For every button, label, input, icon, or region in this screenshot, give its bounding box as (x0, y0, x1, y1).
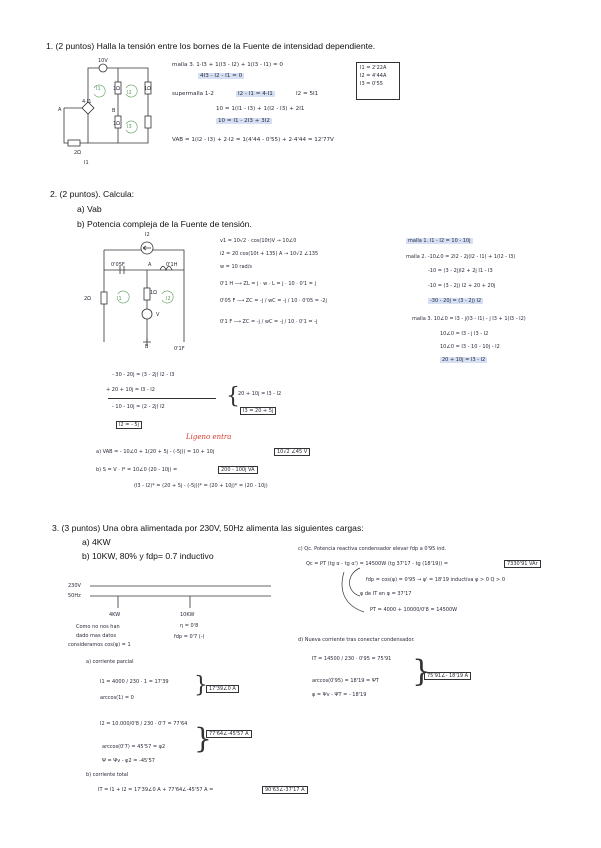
p2-m2: i2 = 20 cos(10t + 135) A → 10√2 ∠135 (220, 251, 319, 257)
problem-1-title: 1. (2 puntos) Halla la tensión entre los bornes de la Fuente de intensidad dependiente. (46, 41, 376, 51)
p1-line-5 (216, 118, 272, 124)
p3-c1-box: 7330'91 VAr (504, 560, 541, 568)
p2-va-box: 10√2 ∠45 V (274, 448, 310, 456)
p2-k1-hl: malla 1. I1 - I2 = 10 - 10j (408, 238, 471, 244)
label-node-a: A (58, 107, 62, 113)
p2-vb-box: 200 - 100j VA (218, 466, 258, 474)
p2-e2: + 20 + 10j = I3 - I2 (106, 387, 155, 393)
p2-k5 (428, 298, 483, 304)
p1-result-i1: I1 = 2'22A (360, 65, 387, 71)
label-i1-bottom: I1 (84, 160, 89, 166)
c2-label-ind: 0'1H (166, 262, 178, 268)
p3-c3: φ de IT en φ = 37'17 (360, 591, 412, 597)
label-mesh-i1: I1 (96, 86, 101, 92)
label-2ohm: 2Ω (74, 150, 82, 156)
p2-m3: w = 10 rad/s (220, 264, 252, 270)
c2-label-i2b: I2 (166, 296, 171, 302)
label-1ohm-c: 1Ω (113, 121, 121, 127)
p3-it: IT = I1 + I2 = 17'39∠0 A + 77'64∠-45'57 A = (98, 787, 214, 793)
p3-d1: IT = 14500 / 230 · 0'95 = 75'91 (312, 656, 392, 662)
note-line-1: Como no nos han (76, 624, 120, 630)
p2-k3: -10 = (3 - 2j)I2 + 2j I1 - I3 (428, 268, 493, 274)
label-node-b: B (112, 108, 116, 114)
p3-i2-result (206, 731, 252, 737)
c2-label-1ohm: 1Ω (150, 290, 158, 296)
p3-a-heading: a) corriente parcial (86, 659, 134, 665)
p3-i1b: arccos(1) = 0 (100, 695, 134, 701)
note-line-3: consideramos cos(φ) = 1 (68, 642, 131, 648)
load-1: 4KW (109, 612, 121, 618)
c2-label-i1: I1 (117, 296, 122, 302)
p2-k7: 10∠0 = I3 - j I3 - I2 (440, 331, 489, 337)
load-2-eff: η = 0'8 (180, 623, 199, 629)
p1-line-2 (198, 73, 244, 79)
p3-c1-result (504, 561, 541, 567)
p1-result-i2: I2 = 4'44A (360, 73, 387, 79)
p2-m6: 0'1 F ⟶ ZC = -j / wC = -j / 10 · 0'1 = -j (220, 319, 318, 325)
c2-label-vs: V (156, 312, 160, 318)
p2-va: a) VAB = - 10∠0 + 1(20 + 5j - (-5j)) = 10 + 10j (96, 449, 215, 455)
c2-label-node-b: B (145, 344, 149, 350)
p2-vb: b) S = V · I* = 10∠0 (20 - 10j) = (96, 467, 178, 473)
p2-e4-box: I2 = - 5j (116, 421, 142, 429)
p2-k6: malla 3. 10∠0 = I3 - j(I3 - I1) - j I3 + 1(I3 - I2) (412, 316, 526, 322)
load-2-fdp: fdp = 0'7 (-) (174, 634, 205, 640)
p2-e3: - 10 - 10j = (2 - 2j) I2 (112, 404, 165, 410)
p3-c-heading: c) Qc. Potencia reactiva condensador elevar fdp a 0'95 ind. (298, 546, 447, 552)
p3-d-box: 75'91∠- 18'19 A (424, 672, 471, 680)
p2-e1: - 30 - 20j = (3 - 2j) I2 - I3 (112, 372, 175, 378)
p3-i2: I2 = 10.000/0'8 / 230 · 0'7 = 77'64 (100, 721, 188, 727)
p2-s1: 20 + 10j = I3 - I2 (238, 391, 282, 397)
p3-i1-brace: } (194, 673, 208, 698)
p3-it-box: 90'63∠-37'17 A (262, 786, 308, 794)
p3-d-brace: } (412, 654, 432, 689)
p1-line-4: 10 = 1(I1 - I3) + 1(I2 - I3) + 2I1 (216, 106, 305, 112)
p3-c1: Qc = PT (tg α - tg α') = 14500W (tg 37'17 - tg (18'19)) = (306, 561, 449, 567)
problem-2-a: a) Vab (77, 204, 102, 214)
c2-label-cap: 0'05F (111, 262, 125, 268)
c2-label-cap2: 0'1F (174, 346, 185, 352)
p3-b-heading: b) corriente total (86, 772, 129, 778)
c2-label-node-a: A (148, 262, 152, 268)
note-line-2: dado mas datos (76, 633, 117, 639)
bus-voltage: 230V (68, 583, 81, 589)
p3-i2b: arccos(0'7) = 45'57 = φ2 (102, 744, 166, 750)
p2-s2-box: I3 = 20 + 5j (240, 407, 276, 415)
p3-d3: φ = Ψv - ΨT = - 18'19 (312, 692, 367, 698)
p2-m5: 0'05 F ⟶ ZC = -j / wC = -j / 10 · 0'05 = -2j (220, 298, 327, 304)
p2-e4 (116, 422, 142, 428)
p3-d-result (424, 673, 471, 679)
p1-result-i3: I3 = 0'55 (360, 81, 383, 87)
label-10v: 10V (98, 58, 108, 64)
problem-2-title: 2. (2 puntos). Calcula: (50, 189, 135, 199)
p3-i1: I1 = 4000 / 230 · 1 = 17'39 (100, 679, 169, 685)
p1-line-3: supermalla 1-2 (172, 91, 214, 97)
problem-3-title: 3. (3 puntos) Una obra alimentada por 230V, 50Hz alimenta las siguientes cargas: (52, 523, 364, 533)
label-mesh-i3: I3 (127, 124, 132, 130)
load-2-power: 10KW (180, 612, 195, 618)
p2-vb-result (218, 467, 258, 473)
p1-line-3b-hl: I2 - I1 = 4·I1 (238, 91, 273, 97)
p2-k1 (406, 238, 473, 244)
p1-line-2-hl: 4I3 - I2 - I1 = 0 (200, 73, 243, 79)
p2-brace: { (226, 384, 240, 409)
p1-result-box (356, 62, 400, 100)
p2-k2: malla 2. -10∠0 = 2I2 - 2j(I2 - I1) + 1(I2 - I3) (406, 254, 516, 260)
p1-line-1: malla 3. 1·I3 + 1(I3 - I2) + 1(I3 - I1) = 0 (172, 62, 283, 68)
c2-label-i2: I2 (145, 232, 150, 238)
p2-m4: 0'1 H ⟶ ZL = j · w · L = j · 10 · 0'1 = j (220, 281, 316, 287)
p3-d-heading: d) Nueva corriente tras conectar condensador. (298, 637, 415, 643)
problem-2-b: b) Potencia compleja de la Fuente de tensión. (77, 219, 252, 229)
p2-sum-rule (108, 398, 216, 399)
p3-c4: PT = 4000 + 10000/0'8 = 14500W (370, 607, 458, 613)
circuit-2 (92, 230, 202, 342)
p2-k5-hl: -30 - 20j = (3 - 2j) I2 (430, 298, 482, 304)
p2-red-note: Ligeno entra (186, 433, 232, 441)
p3-c-arrows (340, 566, 370, 616)
p3-i2c: Ψ = Ψv - φ2 = -45'57 (102, 758, 155, 764)
problem-3-a: a) 4KW (82, 537, 111, 547)
p2-k9 (440, 357, 487, 363)
bus-frequency: 50Hz (68, 593, 81, 599)
p2-k4: -10 = (3 - 2j) I2 + 20 + 20j (428, 283, 496, 289)
p3-c2: fdp = cos(φ) = 0'95 → φ' = 18'19 inductiva φ > 0 Q > 0 (366, 577, 506, 583)
label-1ohm-b: 1Ω (144, 86, 152, 92)
p3-it-result (262, 787, 308, 793)
p2-k8: 10∠0 = I3 - 10 - 10j - I2 (440, 344, 500, 350)
p2-m1: v1 = 10√2 · cos(10t)V → 10∠0 (220, 238, 297, 244)
bus-diagram (66, 578, 276, 618)
label-dep-source: 4·I1 (82, 99, 92, 105)
p1-line-3c: I2 = 5I1 (296, 91, 319, 97)
p3-i1-box: 17'39∠0 A (206, 685, 239, 693)
problem-3-b: b) 10KW, 80% y fdp= 0.7 inductivo (82, 551, 214, 561)
p2-s2 (240, 408, 276, 414)
p3-d2: arccos(0'95) = 18'19 = ΨT (312, 678, 379, 684)
p3-i2-brace: } (194, 722, 212, 755)
label-1ohm-a: 1Ω (113, 86, 121, 92)
p1-line-3b (236, 91, 275, 97)
p3-i1-result (206, 686, 239, 692)
p1-line-5-hl: 10 = I1 - 2I3 + 3I2 (218, 118, 270, 124)
p2-vb2: (I3 - I2)* = (20 + 5j - (-5j))* = (20 + 10j)* = (20 - 10j) (134, 483, 268, 489)
p2-k9-hl: 20 + 10j = I3 - I2 (442, 357, 486, 363)
c2-label-2ohm: 2Ω (84, 296, 92, 302)
p2-va-result (274, 449, 310, 455)
p1-line-6: VAB = 1(I2 - I3) + 2·I2 = 1(4'44 - 0'55) + 2·4'44 = 12'77V (172, 137, 334, 143)
p3-i2-box: 77'64∠-45'57 A (206, 730, 252, 738)
label-mesh-i2: I2 (127, 90, 132, 96)
